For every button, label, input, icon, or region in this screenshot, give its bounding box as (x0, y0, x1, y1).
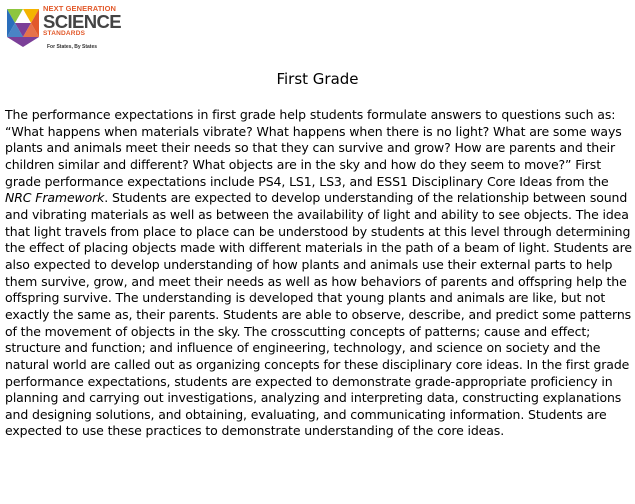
logo-tagline: For States, By States (47, 44, 98, 50)
logo-line-standards: STANDARDS (43, 30, 86, 37)
ngss-logo (3, 3, 122, 55)
paragraph-text-part2: . Students are expected to develop understanding of the relationship between sound and vibrating materials as well as between the availability of light and ability to see objects. The idea that light travels from place to place can be understood by students at this level through determining the effect of placing objects made with different materials in the path of a beam of light. Students are also expected to develop understanding of how plants and animals use their external parts to help them survive, grow, and meet their needs as well as how behaviors of parents and offspring help the offspring survive. The understanding is developed that young plants and animals are like, but not exactly the same as, their parents. Students are able to observe, describe, and predict some patterns of the movement of objects in the sky. The crosscutting concepts of patterns; cause and effect; structure and function; and influence of engineering, technology, and science on society and the natural world are called out as organizing concepts for these disciplinary core ideas. In the first grade performance expectations, students are expected to demonstrate grade-appropriate proficiency in planning and carrying out investigations, analyzing and interpreting data, constructing explanations and designing solutions, and obtaining, evaluating, and communicating information. Students are expected to use these practices to demonstrate understanding of the core ideas. (5, 190, 632, 439)
paragraph-text-part1: The performance expectations in first grade help students formulate answers to questions such as: “What happens when materials vibrate? What happens when there is no light? What are some ways plants and animals meet their needs so that they can survive and grow? How are parents and their children similar and different? What objects are in the sky and how do they seem to move?” First grade performance expectations include PS4, LS1, LS3, and ESS1 Disciplinary Core Ideas from the (5, 107, 622, 189)
page-title: First Grade (276, 70, 359, 88)
logo-line-science: SCIENCE (43, 10, 122, 32)
body-paragraph (5, 107, 633, 440)
ngss-logo-mark-icon (3, 5, 43, 49)
logo-text (43, 5, 121, 38)
logo-line-next-generation: NEXT GENERATION (43, 4, 117, 13)
paragraph-emphasis: NRC Framework (5, 190, 105, 206)
